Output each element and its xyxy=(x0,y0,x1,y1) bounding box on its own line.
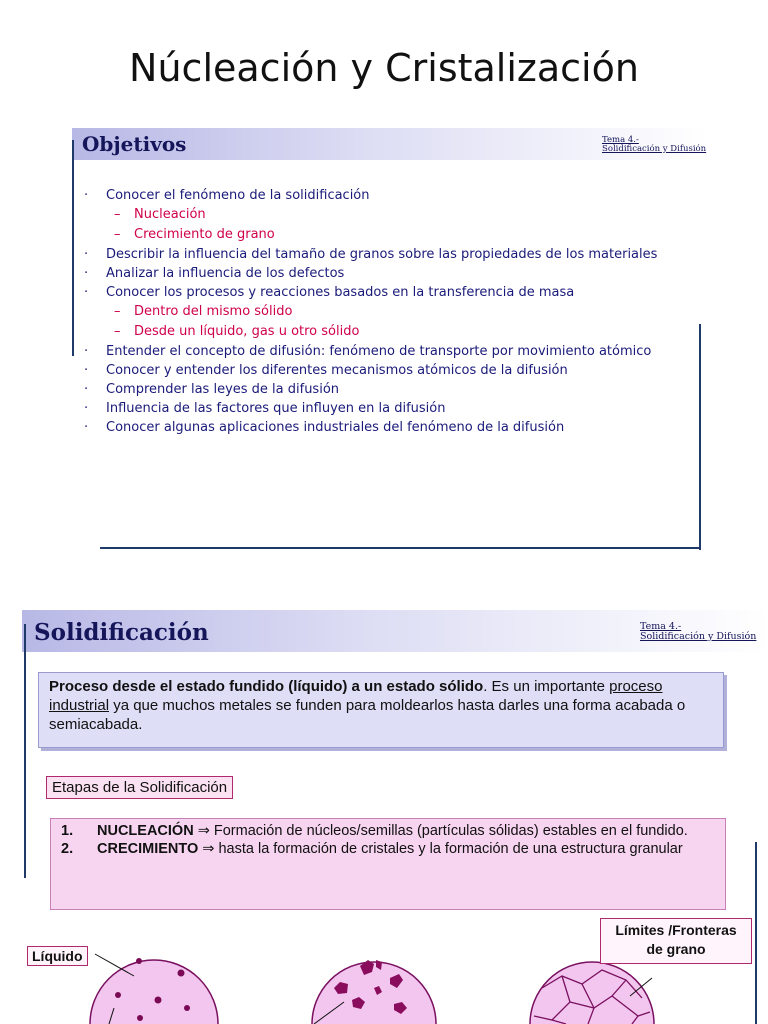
dash-bullet-icon: – xyxy=(114,324,121,339)
slide-header xyxy=(22,610,768,652)
dash-bullet-icon: – xyxy=(114,227,121,242)
objective-item xyxy=(84,266,690,282)
dot-bullet-icon: · xyxy=(84,420,89,435)
slide-title: Objetivos xyxy=(82,132,187,156)
objective-item xyxy=(84,401,690,417)
objective-text: Influencia de las factores que influyen en la difusión xyxy=(106,401,446,416)
objective-item xyxy=(84,382,690,398)
arrow-icon: ⇒ xyxy=(197,823,210,839)
objective-text: Conocer algunas aplicaciones industriales del fenómeno de la difusión xyxy=(106,420,565,435)
page-title: Núcleación y Cristalización xyxy=(129,46,639,90)
objective-item xyxy=(84,363,690,379)
objective-text: Analizar la influencia de los defectos xyxy=(106,266,345,281)
dot-bullet-icon: · xyxy=(84,344,89,359)
objective-text: Nucleación xyxy=(134,207,206,222)
definition-underlined: proceso industrial xyxy=(49,678,663,714)
definition-rest: ya que muchos metales se funden para moldearlos hasta darles una forma acabada o semiacabada. xyxy=(49,697,686,733)
tema-link[interactable] xyxy=(602,136,706,154)
label-limites-line2: de grano xyxy=(646,941,706,957)
objective-text: Comprender las leyes de la difusión xyxy=(106,382,340,397)
objective-item xyxy=(84,247,690,263)
definition-box xyxy=(38,672,724,748)
objective-text: Desde un líquido, gas u otro sólido xyxy=(134,324,360,339)
nucleation-circle xyxy=(312,962,436,1024)
objective-subitem xyxy=(84,304,690,320)
objective-subitem xyxy=(84,227,690,243)
bottom-border-bar xyxy=(100,547,701,549)
objective-text: Dentro del mismo sólido xyxy=(134,304,293,319)
etapas-label: Etapas de la Solidificación xyxy=(46,776,233,799)
slide-solidificacion xyxy=(22,606,768,1024)
etapa-desc: Formación de núcleos/semillas (partículas sólidas) estables en el fundido. xyxy=(213,823,688,839)
label-limites-line1: Límites /Fronteras xyxy=(615,922,737,938)
dash-bullet-icon: – xyxy=(114,304,121,319)
etapa-term: NUCLEACIÓN xyxy=(97,823,194,839)
definition-text: . Es un importante xyxy=(483,678,610,695)
etapa-term: CRECIMIENTO xyxy=(97,841,199,857)
etapas-box xyxy=(50,818,726,910)
objective-text: Conocer los procesos y reacciones basados en la transferencia de masa xyxy=(106,285,575,300)
tema-number: Tema 4.- xyxy=(602,135,639,145)
dot-bullet-icon: · xyxy=(84,285,89,300)
dot-bullet-icon: · xyxy=(84,266,89,281)
slide-title: Solidificación xyxy=(34,619,209,646)
objective-text: Describir la influencia del tamaño de granos sobre las propiedades de los materiales xyxy=(106,247,658,262)
objective-text: Conocer el fenómeno de la solidificación xyxy=(106,188,370,203)
etapa-item xyxy=(61,841,717,858)
etapa-number: 2. xyxy=(61,841,74,857)
tema-name: Solidificación y Difusión xyxy=(602,144,707,154)
objective-text: Conocer y entender los diferentes mecanismos atómicos de la difusión xyxy=(106,363,568,378)
tema-link[interactable] xyxy=(640,622,756,642)
dot-bullet-icon: · xyxy=(84,363,89,378)
label-liquido: Líquido xyxy=(27,946,88,966)
dot-bullet-icon: · xyxy=(84,247,89,262)
objective-subitem xyxy=(84,207,690,223)
dot-bullet-icon: · xyxy=(84,382,89,397)
definition-bold: Proceso desde el estado fundido (líquido) a un estado sólido xyxy=(49,678,484,695)
label-limites xyxy=(600,918,752,964)
objectives-list xyxy=(84,188,690,439)
arrow-icon: ⇒ xyxy=(202,841,215,857)
slide-header xyxy=(72,128,708,160)
right-border-bar xyxy=(699,324,701,550)
etapa-number: 1. xyxy=(61,823,74,839)
dash-bullet-icon: – xyxy=(114,207,121,222)
objective-item xyxy=(84,188,690,204)
objective-subitem xyxy=(84,324,690,340)
objective-item xyxy=(84,344,690,360)
left-border-bar xyxy=(24,624,26,878)
objective-item xyxy=(84,420,690,436)
etapa-item xyxy=(61,823,717,840)
left-border-bar xyxy=(72,140,74,356)
dot-bullet-icon: · xyxy=(84,401,89,416)
slide-objetivos xyxy=(72,126,712,552)
tema-number: Tema 4.- xyxy=(640,621,682,632)
etapa-desc: hasta la formación de cristales y la formación de una estructura granular xyxy=(218,841,683,857)
objective-item xyxy=(84,285,690,301)
objective-text: Crecimiento de grano xyxy=(134,227,275,242)
liquid-circle xyxy=(90,960,218,1024)
objective-text: Entender el concepto de difusión: fenómeno de transporte por movimiento atómico xyxy=(106,344,652,359)
tema-name: Solidificación y Difusión xyxy=(640,631,757,642)
dot-bullet-icon: · xyxy=(84,188,89,203)
